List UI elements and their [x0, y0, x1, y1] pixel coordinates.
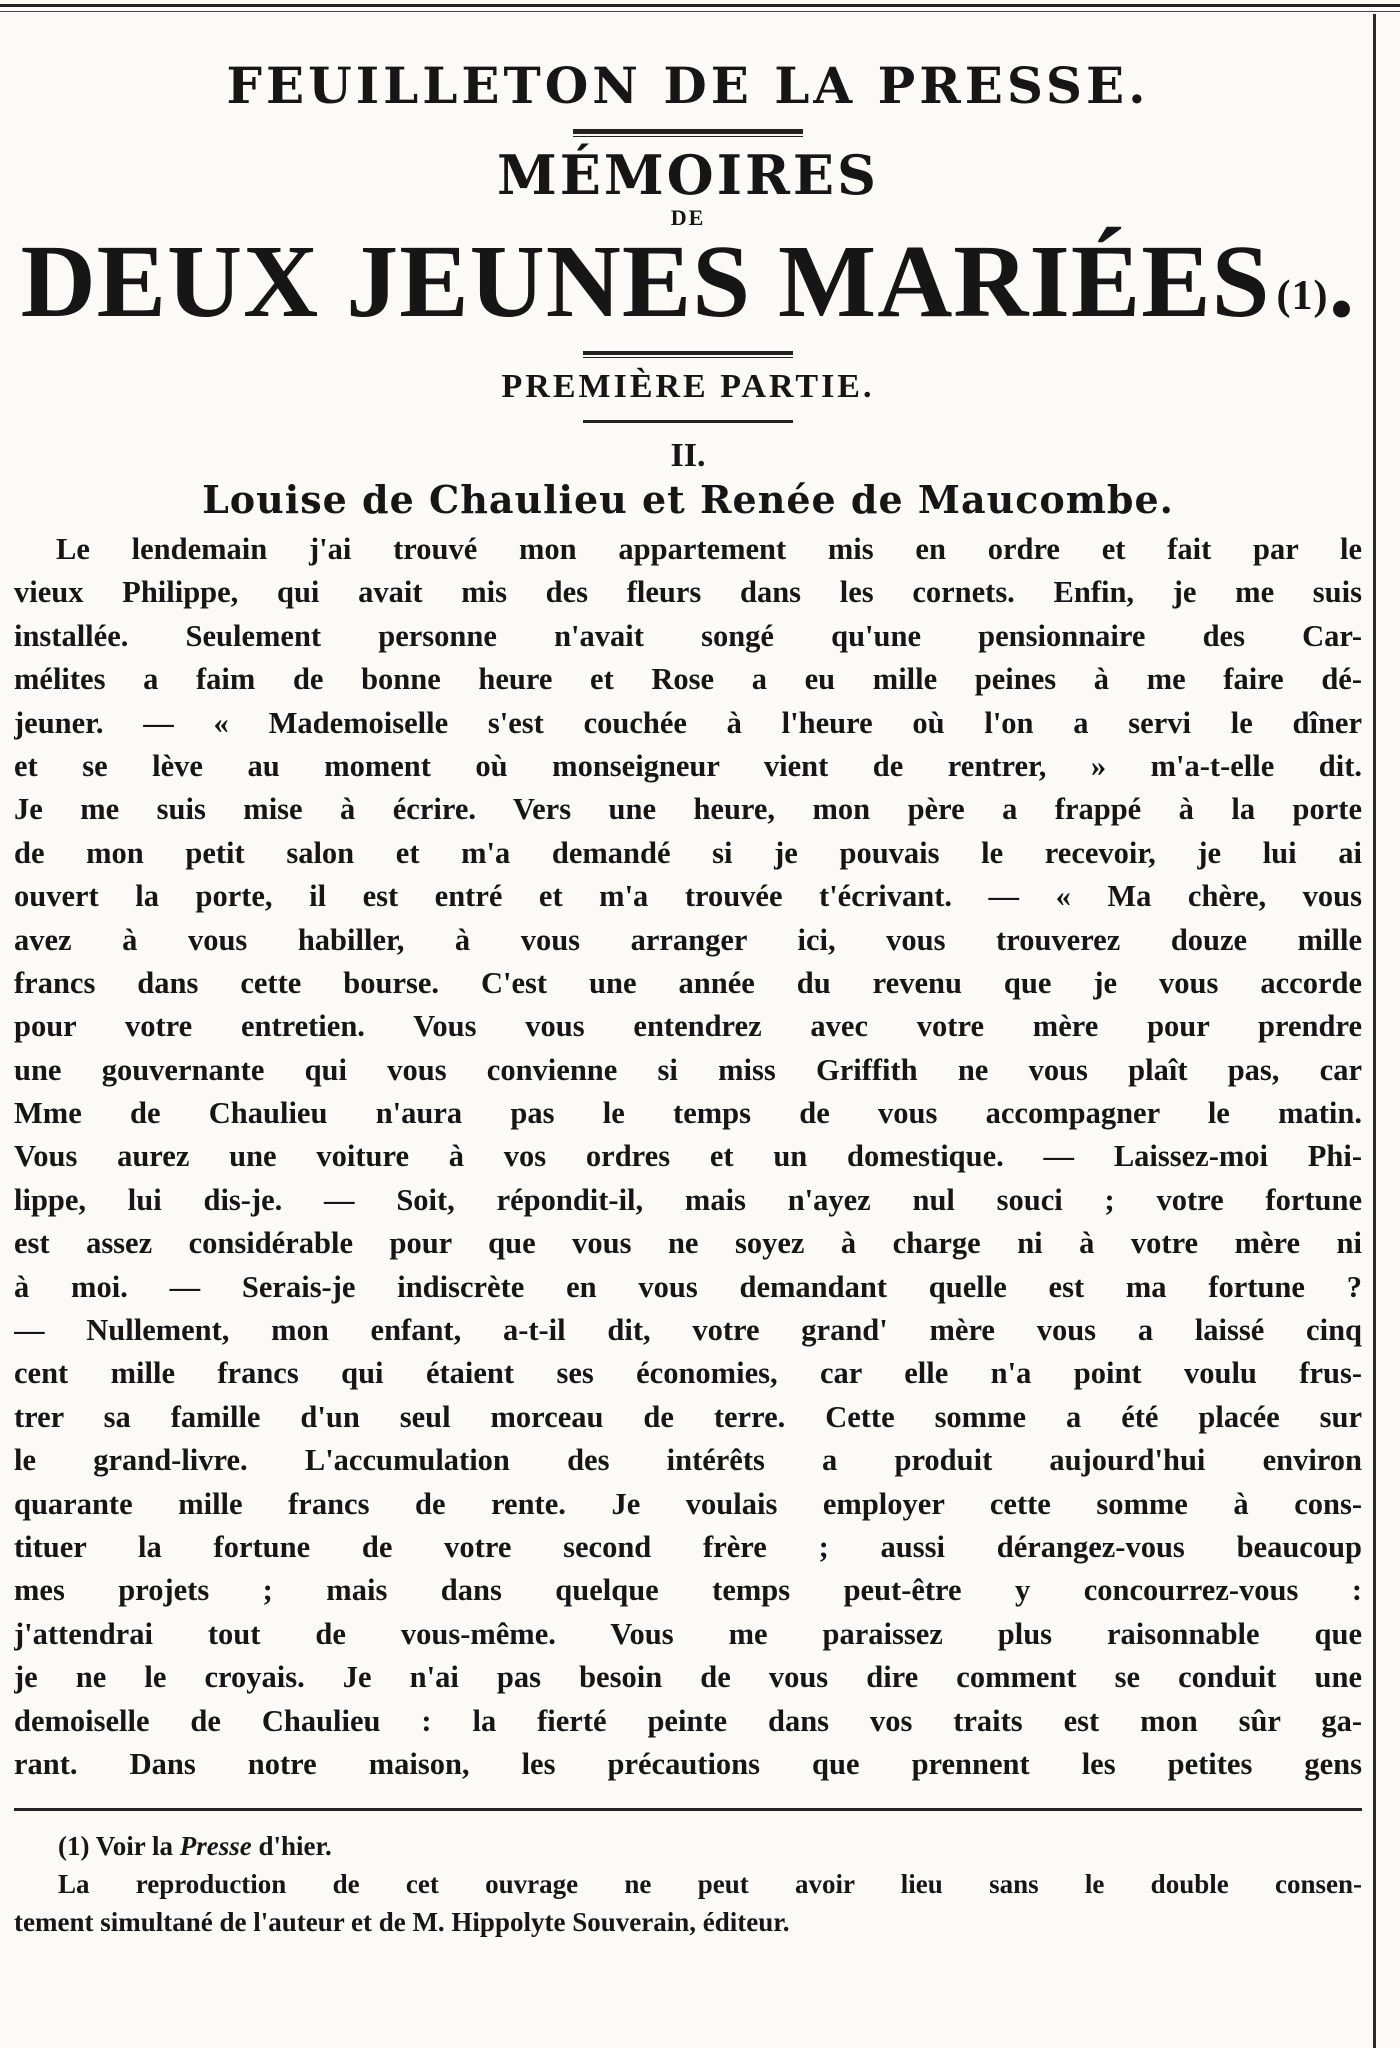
chapter-number: II.	[670, 437, 706, 474]
body-line: je ne le croyais. Je n'ai pas besoin de vous dire comment se conduit une	[14, 1660, 1362, 1695]
article-body	[14, 528, 1362, 1786]
body-line: j'attendrai tout de vous-même. Vous me paraissez plus raisonnable que	[14, 1616, 1362, 1651]
part-rule	[583, 420, 793, 423]
body-line: est assez considérable pour que vous ne soyez à charge ni à votre mère ni	[14, 1226, 1362, 1261]
column-divider-rule	[1373, 14, 1376, 2048]
body-line: le grand-livre. L'accumulation des intérêts a produit aujourd'hui environ	[14, 1443, 1362, 1478]
main-title-text: DEUX JEUNES MARIÉES	[20, 224, 1271, 339]
body-line: mes projets ; mais dans quelque temps peut-être y concourrez-vous :	[14, 1573, 1362, 1608]
feuilleton-column	[14, 40, 1362, 1941]
part-heading: PREMIÈRE PARTIE.	[501, 368, 875, 405]
section-heading: FEUILLETON DE LA PRESSE.	[226, 56, 1150, 115]
letter-title: Louise de Chaulieu et Renée de Maucombe.	[202, 477, 1174, 522]
body-line: trer sa famille d'un seul morceau de terre. Cette somme a été placée sur	[14, 1399, 1362, 1434]
footnote-rights-line: La reproduction de cet ouvrage ne peut avoir lieu sans le double consen-	[58, 1869, 1362, 1900]
body-line: vieux Philippe, qui avait mis des fleurs dans les cornets. Enfin, je me suis	[14, 575, 1362, 610]
main-title	[14, 224, 1362, 339]
body-line: jeuner. — « Mademoiselle s'est couchée à l'heure où l'on a servi le dîner	[14, 705, 1362, 740]
body-line: Mme de Chaulieu n'aura pas le temps de vous accompagner le matin.	[14, 1096, 1362, 1131]
body-line: lippe, lui dis-je. — Soit, répondit-il, mais n'ayez nul souci ; votre fortune	[14, 1182, 1362, 1217]
body-line: rant. Dans notre maison, les précautions que prennent les petites gens	[14, 1746, 1362, 1781]
series-title: MÉMOIRES	[496, 143, 880, 207]
footnote-marker-end: d'hier.	[258, 1831, 332, 1862]
footnote-rule	[14, 1808, 1362, 1811]
title-rule	[583, 351, 793, 358]
body-line: cent mille francs qui étaient ses économies, car elle n'a point voulu frus-	[14, 1356, 1362, 1391]
body-line: de mon petit salon et m'a demandé si je pouvais le recevoir, je lui ai	[14, 835, 1362, 870]
body-line: mélites a faim de bonne heure et Rose a eu mille peines à me faire dé-	[14, 662, 1362, 697]
body-line: Vous aurez une voiture à vos ordres et un domestique. — Laissez-moi Phi-	[14, 1139, 1362, 1174]
body-line: — Nullement, mon enfant, a-t-il dit, votre grand' mère vous a laissé cinq	[14, 1313, 1362, 1348]
body-line: à moi. — Serais-je indiscrète en vous demandant quelle est ma fortune ?	[14, 1269, 1362, 1304]
body-line: pour votre entretien. Vous vous entendrez avec votre mère pour prendre	[14, 1009, 1362, 1044]
top-border-rule	[0, 4, 1400, 12]
body-line: quarante mille francs de rente. Je voulais employer cette somme à cons-	[14, 1486, 1362, 1521]
body-line: avez à vous habiller, à vous arranger ici, vous trouverez douze mille	[14, 922, 1362, 957]
heading-rule	[573, 129, 803, 137]
main-title-period: .	[1328, 224, 1356, 339]
footnote-line	[14, 1827, 1362, 1865]
title-footnote-marker: (1)	[1276, 273, 1329, 319]
footnote-rights-line-end: tement simultané de l'auteur et de M. Hippolyte Souverain, éditeur.	[14, 1907, 790, 1938]
body-line: installée. Seulement personne n'avait songé qu'une pensionnaire des Car-	[14, 618, 1362, 653]
series-title-connector: DE	[670, 205, 706, 230]
footnote-press-name: Presse	[179, 1831, 252, 1862]
body-line: demoiselle de Chaulieu : la fierté peinte dans vos traits est mon sûr ga-	[14, 1703, 1362, 1738]
footnote-marker: (1) Voir la	[58, 1831, 174, 1862]
body-line: et se lève au moment où monseigneur vient de rentrer, » m'a-t-elle dit.	[14, 748, 1362, 783]
body-line: Le lendemain j'ai trouvé mon appartement mis en ordre et fait par le	[56, 532, 1362, 566]
body-line: Je me suis mise à écrire. Vers une heure, mon père a frappé à la porte	[14, 792, 1362, 827]
body-line: une gouvernante qui vous convienne si miss Griffith ne vous plaît pas, car	[14, 1052, 1362, 1087]
body-line: tituer la fortune de votre second frère ; aussi dérangez-vous beaucoup	[14, 1529, 1362, 1564]
body-line: ouvert la porte, il est entré et m'a trouvée t'écrivant. — « Ma chère, vous	[14, 879, 1362, 914]
footnote	[14, 1827, 1362, 1941]
body-line: francs dans cette bourse. C'est une année du revenu que je vous accorde	[14, 965, 1362, 1000]
